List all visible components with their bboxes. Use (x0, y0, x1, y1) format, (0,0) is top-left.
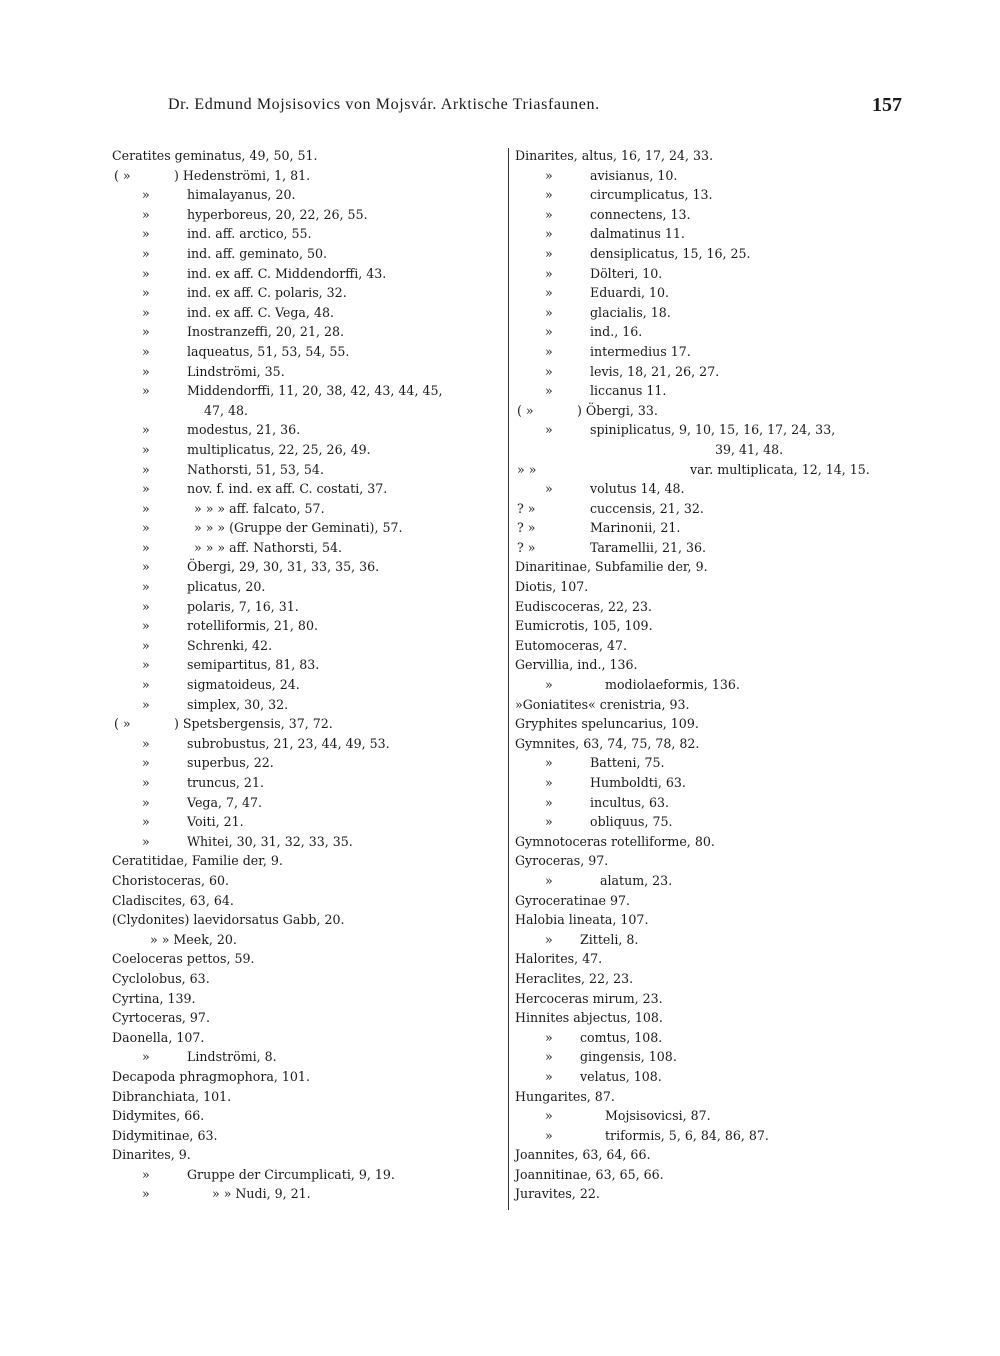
index-entry (515, 812, 910, 832)
index-entry (515, 832, 910, 852)
index-entry-text: Joannites, 63, 64, 66. (515, 1147, 651, 1163)
index-entry-text: Lindströmi, 35. (187, 363, 285, 379)
index-entry-text: Nathorsti, 51, 53, 54. (187, 461, 324, 477)
index-entry (515, 1165, 910, 1185)
index-entry-text: Inostranzeffi, 20, 21, 28. (187, 324, 344, 340)
index-entry (112, 185, 508, 205)
ditto-mark: » (142, 559, 150, 575)
index-entry-text: laqueatus, 51, 53, 54, 55. (187, 343, 350, 359)
index-entry-text: connectens, 13. (590, 206, 691, 222)
index-entry-text: modestus, 21, 36. (187, 422, 301, 438)
index-entry (515, 185, 910, 205)
index-entry (112, 675, 508, 695)
index-entry (515, 636, 910, 656)
index-entry-text: rotelliformis, 21, 80. (187, 618, 318, 634)
ditto-mark: » (545, 265, 553, 281)
index-entry (112, 264, 508, 284)
index-entry (112, 322, 508, 342)
index-entry-text: Schrenki, 42. (187, 637, 273, 653)
index-entry (515, 499, 910, 519)
index-entry (112, 1028, 508, 1048)
index-entry (515, 1047, 910, 1067)
index-entry (515, 518, 910, 538)
index-entry-text: gingensis, 108. (580, 1049, 677, 1065)
index-entry (112, 479, 508, 499)
index-entry (112, 832, 508, 852)
ditto-mark: » (142, 500, 150, 516)
index-entry-text: intermedius 17. (590, 343, 691, 359)
ditto-mark: » (142, 206, 150, 222)
ditto-mark: ( » (114, 167, 131, 183)
index-entry-text: » » Meek, 20. (150, 931, 237, 947)
index-entry-text: spiniplicatus, 9, 10, 15, 16, 17, 24, 33, (590, 422, 836, 438)
index-entry (515, 557, 910, 577)
index-entry (112, 910, 508, 930)
index-entry-text: Dinaritinae, Subfamilie der, 9. (515, 559, 708, 575)
index-entry (515, 930, 910, 950)
ditto-mark: » (142, 363, 150, 379)
index-entry (515, 675, 910, 695)
index-entry-text: subrobustus, 21, 23, 44, 49, 53. (187, 735, 390, 751)
index-entry (112, 166, 508, 186)
index-entry-text: glacialis, 18. (590, 304, 671, 320)
index-entry-text: Juravites, 22. (515, 1186, 600, 1202)
index-entry (515, 440, 910, 460)
ditto-mark: » (142, 579, 150, 595)
index-entry-text: Dinarites, altus, 16, 17, 24, 33. (515, 148, 714, 163)
index-entry (515, 989, 910, 1009)
index-entry-text: Dölteri, 10. (590, 265, 663, 281)
ditto-mark: » (142, 657, 150, 673)
index-entry (515, 381, 910, 401)
ditto-mark: » (545, 206, 553, 222)
ditto-mark: » (545, 775, 553, 790)
index-entry-text: Eudiscoceras, 22, 23. (515, 598, 653, 614)
index-entry-text: semipartitus, 81, 83. (187, 657, 320, 673)
ditto-mark: » (142, 1049, 150, 1065)
index-entry-text: levis, 18, 21, 26, 27. (590, 363, 720, 379)
index-entry-text: alatum, 23. (600, 872, 673, 888)
ditto-mark: » (142, 677, 150, 693)
index-entry-text: plicatus, 20. (187, 579, 266, 595)
index-entry (515, 264, 910, 284)
index-entry-text: liccanus 11. (590, 383, 667, 399)
index-entry (515, 401, 910, 421)
index-entry-text: truncus, 21. (187, 775, 264, 790)
index-entry (112, 1106, 508, 1126)
ditto-mark: » (142, 226, 150, 242)
index-entry-text: densiplicatus, 15, 16, 25. (590, 245, 751, 261)
index-entry-text: Halobia lineata, 107. (515, 912, 649, 928)
ditto-mark: » (142, 245, 150, 261)
index-entry-text: polaris, 7, 16, 31. (187, 598, 299, 614)
ditto-mark: » (142, 637, 150, 653)
index-entry-text: ind. ex aff. C. Vega, 48. (187, 304, 334, 320)
index-entry (112, 851, 508, 871)
index-entry-text: » » » aff. Nathorsti, 54. (194, 539, 343, 555)
ditto-mark: » (142, 304, 150, 320)
ditto-mark: » (545, 931, 553, 947)
index-entry-text: Dibranchiata, 101. (112, 1088, 232, 1104)
index-entry (515, 949, 910, 969)
index-entry (112, 1087, 508, 1107)
index-entry (112, 146, 508, 166)
index-entry (515, 851, 910, 871)
ditto-mark: » (142, 265, 150, 281)
index-entry (112, 1008, 508, 1028)
index-entry-text: Daonella, 107. (112, 1029, 205, 1045)
index-entry (112, 812, 508, 832)
index-entry (112, 420, 508, 440)
ditto-mark: » (142, 285, 150, 301)
index-entry-text: ) Hedenströmi, 1, 81. (174, 167, 311, 183)
ditto-mark: » (142, 520, 150, 536)
running-header (112, 94, 902, 118)
ditto-mark: » (545, 1127, 553, 1143)
index-entry-text: Middendorffi, 11, 20, 38, 42, 43, 44, 45, (187, 383, 443, 399)
index-entry-text: Didymites, 66. (112, 1108, 205, 1124)
index-entry (112, 949, 508, 969)
index-entry-text: dalmatinus 11. (590, 226, 685, 242)
ditto-mark: » (142, 441, 150, 457)
index-entry (515, 1184, 910, 1204)
index-entry (515, 303, 910, 323)
index-entry (112, 1184, 508, 1204)
index-entry (112, 734, 508, 754)
ditto-mark: » (142, 696, 150, 712)
ditto-mark: » (545, 343, 553, 359)
index-entry-text: Gyroceratinae 97. (515, 892, 631, 908)
index-entry-text: Taramellii, 21, 36. (590, 539, 707, 555)
index-entry (515, 1067, 910, 1087)
index-entry-text: ind. ex aff. C. polaris, 32. (187, 285, 347, 301)
index-entry (515, 773, 910, 793)
ditto-mark: » (545, 324, 553, 340)
index-entry (515, 342, 910, 362)
index-entry-text: Ceratitidae, Familie der, 9. (112, 853, 283, 869)
ditto-mark: ? » (517, 500, 536, 516)
index-entry (515, 871, 910, 891)
index-entry-text: Eduardi, 10. (590, 285, 670, 301)
ditto-mark: » (545, 226, 553, 242)
ditto-mark: » (545, 677, 553, 693)
index-entry-text: 47, 48. (204, 402, 249, 418)
ditto-mark: » (545, 872, 553, 888)
index-entry (515, 695, 910, 715)
ditto-mark: » (142, 735, 150, 751)
index-entry (515, 538, 910, 558)
index-entry (515, 734, 910, 754)
index-entry-text: velatus, 108. (580, 1068, 662, 1084)
ditto-mark: » (545, 794, 553, 810)
index-entry (112, 871, 508, 891)
index-entry (112, 597, 508, 617)
ditto-mark: » (545, 1108, 553, 1124)
index-entry (515, 420, 910, 440)
index-entry (112, 969, 508, 989)
index-entry-text: (Clydonites) laevidorsatus Gabb, 20. (112, 912, 345, 928)
index-entry (112, 773, 508, 793)
index-entry-text: Hinnites abjectus, 108. (515, 1010, 663, 1026)
ditto-mark: » (545, 814, 553, 830)
index-entry (515, 205, 910, 225)
index-entry (112, 342, 508, 362)
index-entry-text: Gymnites, 63, 74, 75, 78, 82. (515, 735, 700, 751)
index-entry (515, 793, 910, 813)
index-entry-text: Gruppe der Circumplicati, 9, 19. (187, 1166, 395, 1182)
index-entry-text: Cyrtoceras, 97. (112, 1010, 210, 1026)
running-title: Dr. Edmund Mojsisovics von Mojsvár. Arktische Triasfaunen. (168, 96, 600, 113)
index-entry (515, 1106, 910, 1126)
index-entry (515, 1008, 910, 1028)
index-entry-text: ind. aff. geminato, 50. (187, 245, 328, 261)
index-entry-text: avisianus, 10. (590, 167, 678, 183)
index-entry (515, 714, 910, 734)
index-entry-text: ind. ex aff. C. Middendorffi, 43. (187, 265, 387, 281)
index-entry (112, 1145, 508, 1165)
ditto-mark: » (142, 794, 150, 810)
ditto-mark: » » (517, 461, 537, 477)
index-entry-text: Dinarites, 9. (112, 1147, 191, 1163)
index-entry-text: Coeloceras pettos, 59. (112, 951, 255, 967)
ditto-mark: » (545, 481, 553, 497)
ditto-mark: ? » (517, 539, 536, 555)
index-entry (112, 655, 508, 675)
ditto-mark: » (142, 187, 150, 203)
ditto-mark: » (545, 1049, 553, 1065)
index-entry (515, 244, 910, 264)
index-entry-text: circumplicatus, 13. (590, 187, 713, 203)
index-entry-text: Diotis, 107. (515, 579, 589, 595)
index-entry (515, 910, 910, 930)
index-entry (515, 1087, 910, 1107)
index-entry (112, 714, 508, 734)
ditto-mark: » (142, 814, 150, 830)
index-entry (112, 538, 508, 558)
index-entry (515, 969, 910, 989)
index-entry-text: Cyclolobus, 63. (112, 970, 210, 986)
index-entry-text: Eumicrotis, 105, 109. (515, 618, 653, 634)
index-entry (112, 1067, 508, 1087)
column-divider (508, 148, 509, 1210)
index-entry-text: Gryphites speluncarius, 109. (515, 716, 699, 732)
index-entry-text: nov. f. ind. ex aff. C. costati, 37. (187, 481, 388, 497)
ditto-mark: » (545, 383, 553, 399)
index-column-left (112, 146, 508, 1204)
index-entry-text: cuccensis, 21, 32. (590, 500, 704, 516)
index-entry-text: Öbergi, 29, 30, 31, 33, 35, 36. (187, 559, 380, 575)
index-entry-text: Humboldti, 63. (590, 775, 686, 790)
index-entry (515, 283, 910, 303)
ditto-mark: » (142, 324, 150, 340)
index-entry-text: »Goniatites« crenistria, 93. (515, 696, 690, 712)
index-entry (112, 1047, 508, 1067)
index-entry-text: Cladiscites, 63, 64. (112, 892, 234, 908)
index-entry (515, 577, 910, 597)
ditto-mark: » (142, 481, 150, 497)
ditto-mark: » (545, 285, 553, 301)
index-entry (112, 636, 508, 656)
index-entry-text: ind., 16. (590, 324, 643, 340)
index-entry (515, 597, 910, 617)
index-entry-text: » » » (Gruppe der Geminati), 57. (194, 520, 403, 536)
index-entry-text: Heraclites, 22, 23. (515, 970, 634, 986)
index-entry (112, 989, 508, 1009)
ditto-mark: » (142, 422, 150, 438)
index-entry-text: Hercoceras mirum, 23. (515, 990, 663, 1006)
index-entry (515, 1126, 910, 1146)
ditto-mark: » (142, 618, 150, 634)
index-entry-text: Gyroceras, 97. (515, 853, 609, 869)
page-number: 157 (872, 94, 902, 116)
index-entry-text: Marinonii, 21. (590, 520, 681, 536)
index-entry (112, 753, 508, 773)
index-entry-text: Gymnotoceras rotelliforme, 80. (515, 833, 715, 849)
index-entry-text: » » » aff. falcato, 57. (194, 500, 325, 516)
ditto-mark: » (142, 1166, 150, 1182)
index-entry-text: Decapoda phragmophora, 101. (112, 1068, 310, 1084)
index-entry (112, 695, 508, 715)
index-entry-text: Eutomoceras, 47. (515, 637, 628, 653)
index-entry (112, 460, 508, 480)
index-entry-text: comtus, 108. (580, 1029, 663, 1045)
index-entry-text: simplex, 30, 32. (187, 696, 289, 712)
index-entry (515, 362, 910, 382)
ditto-mark: ? » (517, 520, 536, 536)
ditto-mark: » (545, 755, 553, 771)
index-entry-text: var. multiplicata, 12, 14, 15. (690, 461, 870, 477)
index-entry-text: Choristoceras, 60. (112, 872, 230, 888)
ditto-mark: » (545, 1068, 553, 1084)
index-entry (112, 557, 508, 577)
index-entry-text: Joannitinae, 63, 65, 66. (515, 1166, 664, 1182)
index-entry (112, 283, 508, 303)
index-entry (515, 166, 910, 186)
index-entry-text: 39, 41, 48. (715, 441, 784, 457)
index-entry (515, 322, 910, 342)
index-entry-text: Hungarites, 87. (515, 1088, 615, 1104)
ditto-mark: » (545, 167, 553, 183)
index-entry (112, 401, 508, 421)
index-entry (515, 655, 910, 675)
ditto-mark: » (545, 187, 553, 203)
ditto-mark: » (142, 775, 150, 790)
index-entry-text: superbus, 22. (187, 755, 274, 771)
index-entry (112, 793, 508, 813)
index-entry-text: Batteni, 75. (590, 755, 665, 771)
index-entry (112, 205, 508, 225)
index-entry-text: Cyrtina, 139. (112, 990, 196, 1006)
index-entry (515, 1028, 910, 1048)
ditto-mark: » (545, 245, 553, 261)
index-entry (515, 616, 910, 636)
ditto-mark: » (142, 1186, 150, 1202)
index-entry (515, 146, 910, 166)
index-entry-text: Ceratites geminatus, 49, 50, 51. (112, 148, 318, 163)
index-entry-text: Vega, 7, 47. (187, 794, 263, 810)
index-entry (515, 753, 910, 773)
index-entry (515, 891, 910, 911)
index-entry (112, 440, 508, 460)
ditto-mark: » (142, 383, 150, 399)
index-entry-text: Whitei, 30, 31, 32, 33, 35. (187, 833, 353, 849)
index-entry (112, 499, 508, 519)
index-entry-text: Zitteli, 8. (580, 931, 639, 947)
index-entry-text: Gervillia, ind., 136. (515, 657, 638, 673)
index-entry-text: Halorites, 47. (515, 951, 603, 967)
index-entry (515, 479, 910, 499)
index-entry-text: triformis, 5, 6, 84, 86, 87. (605, 1127, 769, 1143)
ditto-mark: » (545, 363, 553, 379)
ditto-mark: » (142, 461, 150, 477)
ditto-mark: » (142, 755, 150, 771)
index-entry (112, 577, 508, 597)
index-entry-text: sigmatoideus, 24. (187, 677, 300, 693)
index-entry-text: multiplicatus, 22, 25, 26, 49. (187, 441, 371, 457)
index-entry-text: Lindströmi, 8. (187, 1049, 277, 1065)
index-entry-text: ) Spetsbergensis, 37, 72. (174, 716, 333, 732)
index-entry (112, 930, 508, 950)
index-entry (112, 1126, 508, 1146)
ditto-mark: » (142, 343, 150, 359)
index-entry-text: ind. aff. arctico, 55. (187, 226, 312, 242)
ditto-mark: » (545, 422, 553, 438)
ditto-mark: ( » (517, 402, 534, 418)
ditto-mark: ( » (114, 716, 131, 732)
ditto-mark: » (142, 539, 150, 555)
ditto-mark: » (545, 304, 553, 320)
index-entry-text: volutus 14, 48. (590, 481, 685, 497)
index-entry (112, 518, 508, 538)
index-entry (112, 303, 508, 323)
index-column-right (515, 146, 910, 1204)
index-entry-text: himalayanus, 20. (187, 187, 296, 203)
ditto-mark: » (545, 1029, 553, 1045)
index-entry-text: Didymitinae, 63. (112, 1127, 218, 1143)
index-entry (515, 1145, 910, 1165)
ditto-mark: » (142, 598, 150, 614)
index-entry (515, 224, 910, 244)
index-entry (112, 1165, 508, 1185)
index-entry-text: modiolaeformis, 136. (605, 677, 740, 693)
index-entry (515, 460, 910, 480)
index-entry-text: ) Öbergi, 33. (577, 402, 658, 418)
index-entry-text: obliquus, 75. (590, 814, 673, 830)
index-entry (112, 244, 508, 264)
index-entry-text: Mojsisovicsi, 87. (605, 1108, 711, 1124)
index-entry-text: hyperboreus, 20, 22, 26, 55. (187, 206, 368, 222)
index-entry (112, 381, 508, 401)
index-entry (112, 616, 508, 636)
index-entry (112, 891, 508, 911)
index-entry-text: » » Nudi, 9, 21. (212, 1186, 311, 1202)
index-entry-text: incultus, 63. (590, 794, 669, 810)
index-entry-text: Voiti, 21. (187, 814, 244, 830)
ditto-mark: » (142, 833, 150, 849)
index-entry (112, 362, 508, 382)
index-entry (112, 224, 508, 244)
